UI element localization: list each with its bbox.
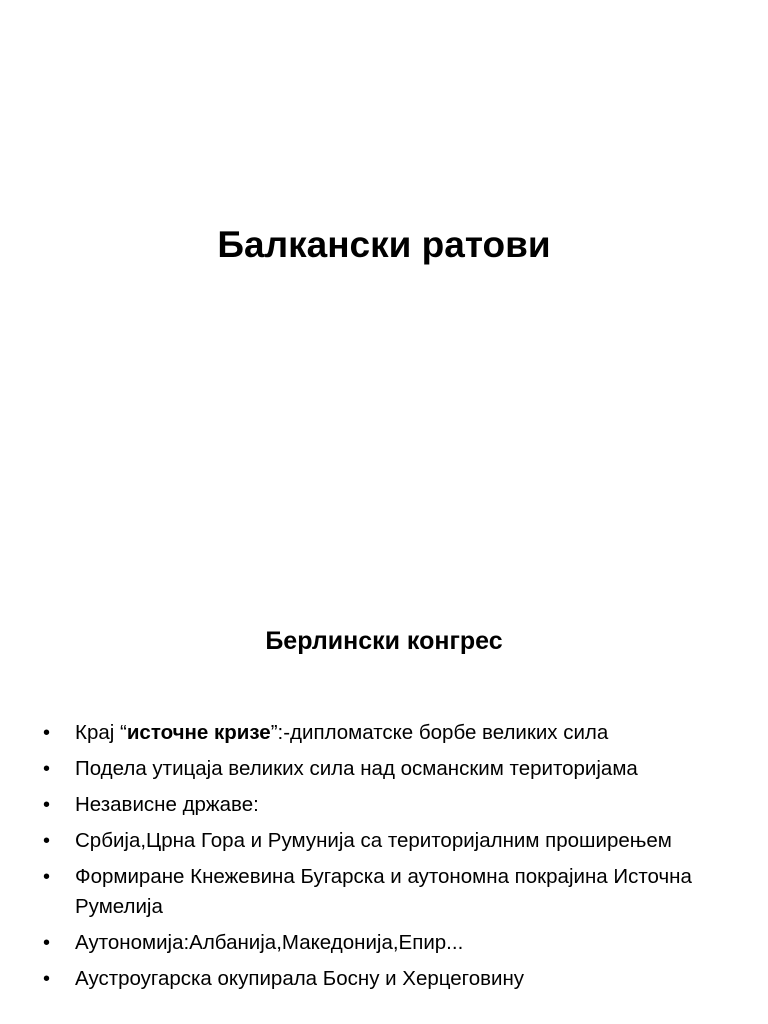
bullet-item xyxy=(40,790,740,820)
slide-berlin-congress xyxy=(0,576,768,1024)
bullet-list xyxy=(40,718,740,1000)
bullet-icon: • xyxy=(43,722,51,744)
bullet-text: Аутономија:Албанија,Македонија,Епир... xyxy=(75,931,464,954)
bullet-item xyxy=(40,718,740,748)
bullet-icon: • xyxy=(43,794,51,816)
bullet-item xyxy=(40,826,740,856)
bullet-item xyxy=(40,928,740,958)
bullet-icon: • xyxy=(43,932,51,954)
bullet-item xyxy=(40,754,740,784)
bullet-text-pre: Крај “ xyxy=(75,721,127,744)
bullet-text: Аустроугарска окупирала Босну и Херцеговину xyxy=(75,967,525,990)
bullet-text: Независне државе: xyxy=(75,793,259,816)
bullet-item xyxy=(40,862,740,922)
bullet-text-bold: источне кризе xyxy=(126,721,271,744)
bullet-item xyxy=(40,964,740,994)
bullet-icon: • xyxy=(43,758,51,780)
presentation-title: Балкански ратови xyxy=(217,224,551,265)
bullet-icon: • xyxy=(43,830,51,852)
bullet-text: Подела утицаја великих сила над османским територијама xyxy=(75,757,638,780)
slide-heading: Берлински конгрес xyxy=(265,627,503,655)
bullet-text: Формиране Кнежевина Бугарска и аутономна покрајина Источна Румелија xyxy=(75,865,692,918)
bullet-text: Србија,Црна Гора и Румунија са територијалним проширењем xyxy=(75,829,672,852)
bullet-icon: • xyxy=(43,968,51,990)
bullet-text-post: ”:-дипломатске борбе великих сила xyxy=(270,721,609,744)
bullet-icon: • xyxy=(43,866,51,888)
